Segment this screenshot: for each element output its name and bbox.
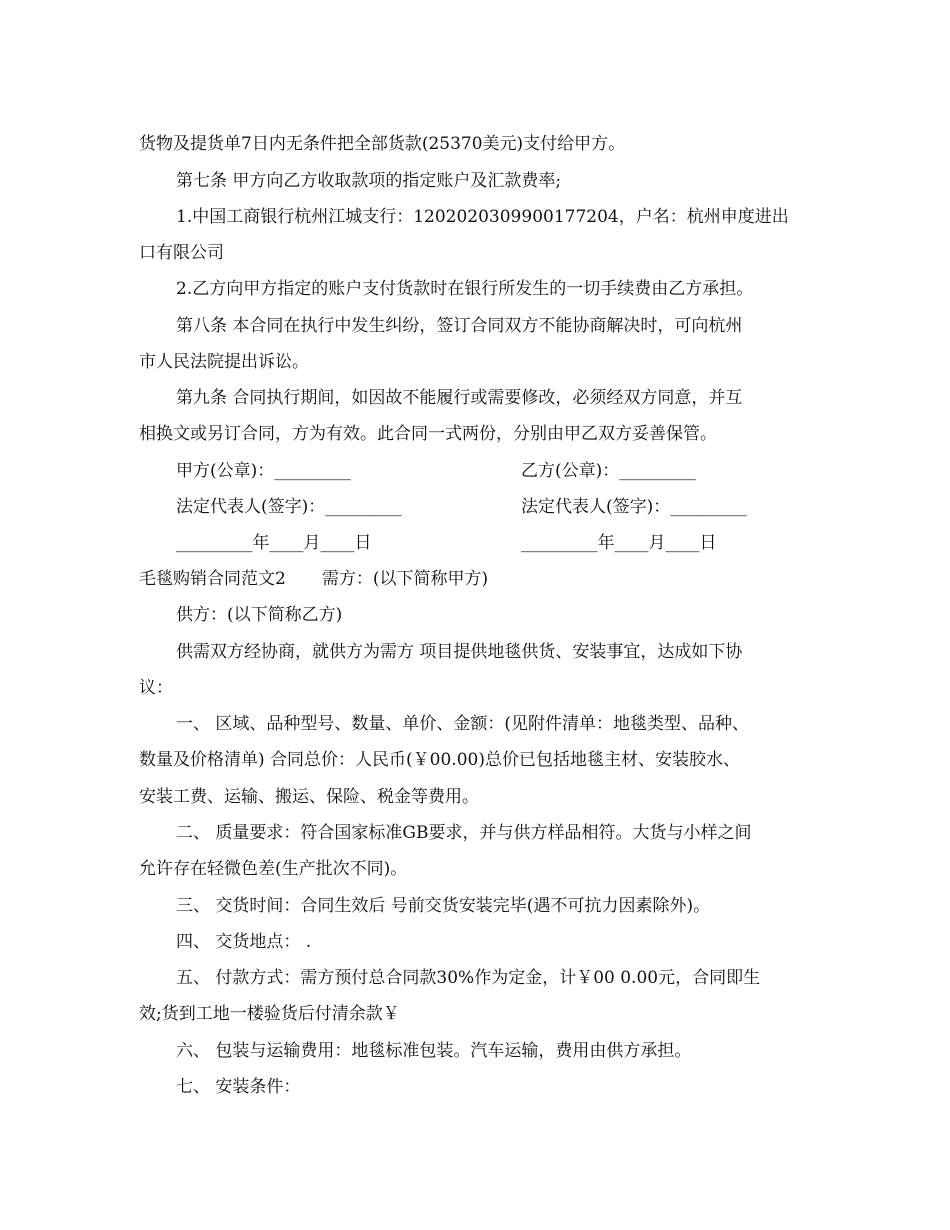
supplier-line: 供方：(以下简称乙方) [176,605,343,625]
paragraph-line: 数量及价格清单) 合同总价：人民币(￥00.00)总价已包括地毯主材、安装胶水、 [139,750,740,770]
paragraph-line: 议： [139,678,173,698]
party-a-seal-field: 甲方(公章)：_________ [176,461,351,481]
clause-3-heading: 三、 交货时间：合同生效后 号前交货安装完毕(遇不可抗力因素除外)。 [176,896,711,916]
article-9-heading: 第九条 合同执行期间，如因故不能履行或需要修改，必须经双方同意，并互 [176,388,743,408]
article-7-heading: 第七条 甲方向乙方收取款项的指定账户及汇款费率; [176,171,562,191]
clause-1-heading: 一、 区域、品种型号、数量、单价、金额：(见附件清单：地毯类型、品种、 [176,714,750,734]
paragraph-line: 口有限公司 [139,243,224,263]
paragraph-line: 相换文或另订合同，方为有效。此合同一式两份，分别由甲乙双方妥善保管。 [139,424,717,444]
clause-2-heading: 二、 质量要求：符合国家标准GB要求，并与供方样品相符。大货与小样之间 [176,823,752,843]
party-b-seal-field: 乙方(公章)：_________ [521,461,696,481]
paragraph-line: 允许存在轻微色差(生产批次不同)。 [139,859,408,879]
paragraph-line: 效;货到工地一楼验货后付清余款￥ [139,1004,400,1024]
article-8-heading: 第八条 本合同在执行中发生纠纷，签订合同双方不能协商解决时，可向杭州 [176,316,743,336]
bank-fee-line: 2.乙方向甲方指定的账户支付货款时在银行所发生的一切手续费由乙方承担。 [176,279,754,299]
party-a-date-field: _________年____月____日 [176,533,372,553]
clause-7-heading: 七、 安装条件： [176,1077,301,1097]
clause-4-heading: 四、 交货地点： . [176,932,312,952]
party-a-representative-field: 法定代表人(签字)：_________ [176,497,402,517]
contract-2-title: 毛毯购销合同范文2 [139,569,286,589]
paragraph-line: 安装工费、运输、搬运、保险、税金等费用。 [139,787,479,807]
paragraph-line: 货物及提货单7日内无条件把全部货款(25370美元)支付给甲方。 [139,134,626,154]
party-b-representative-field: 法定代表人(签字)：_________ [521,497,747,517]
paragraph-line: 供需双方经协商，就供方为需方 项目提供地毯供货、安装事宜，达成如下协 [176,642,743,662]
party-b-date-field: _________年____月____日 [521,533,717,553]
clause-6-heading: 六、 包装与运输费用：地毯标准包装。汽车运输，费用由供方承担。 [176,1041,692,1061]
clause-5-heading: 五、 付款方式：需方预付总合同款30%作为定金，计￥00 0.00元，合同即生 [176,968,761,988]
contract-2-title-line [139,568,488,590]
buyer-line: 需方：(以下简称甲方) [321,569,489,589]
paragraph-line: 市人民法院提出诉讼。 [139,352,309,372]
bank-account-line: 1.中国工商银行杭州江城支行：1202020309900177204，户名：杭州申度进出 [176,207,789,227]
